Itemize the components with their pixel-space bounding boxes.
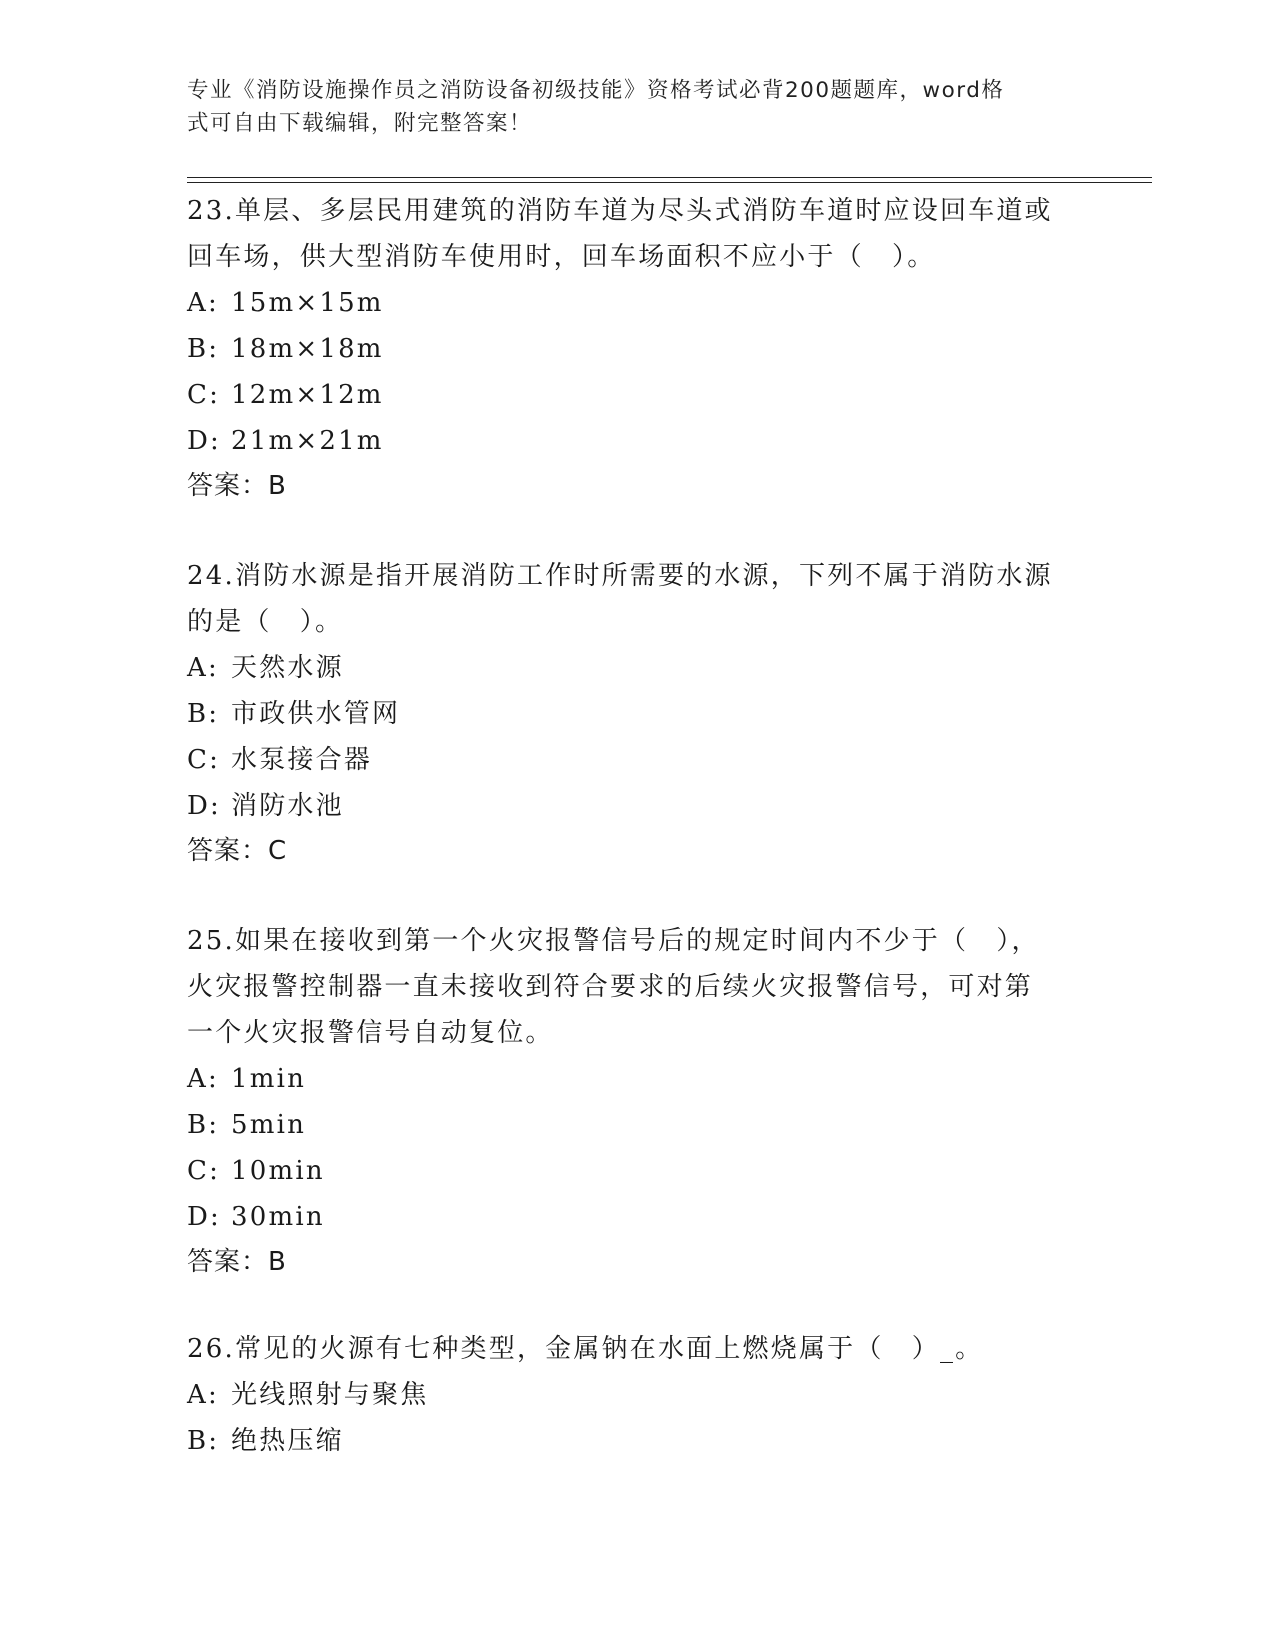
question-stem-line: 25.如果在接收到第一个火灾报警信号后的规定时间内不少于（ ）， [187, 926, 1040, 956]
option-key: A: [187, 1380, 219, 1410]
option-text: 12m×12m [231, 380, 384, 410]
header-divider-top [187, 177, 1152, 178]
option-key: C: [187, 1156, 221, 1186]
document-header [187, 74, 1067, 140]
question-stem-line: 23.单层、多层民用建筑的消防车道为尽头式消防车道时应设回车道或 [187, 196, 1053, 226]
question-stem-line: 回车场，供大型消防车使用时，回车场面积不应小于（ ）。 [187, 242, 936, 272]
option-c [187, 1148, 1087, 1194]
option-key: C: [187, 745, 221, 775]
option-c [187, 372, 1087, 418]
option-a [187, 1056, 1087, 1102]
option-a [187, 645, 1087, 691]
option-text: 天然水源 [231, 653, 344, 683]
option-text: 消防水池 [231, 791, 344, 821]
option-text: 18m×18m [231, 334, 384, 364]
option-a [187, 1372, 1087, 1418]
question-stem-line: 一个火灾报警信号自动复位。 [187, 1018, 554, 1048]
question-26 [187, 1326, 1087, 1464]
option-key: B: [187, 334, 220, 364]
header-line-2: 式可自由下载编辑，附完整答案！ [187, 111, 533, 136]
option-c [187, 737, 1087, 783]
option-text: 30min [231, 1202, 325, 1232]
answer-line: 答案：B [187, 471, 287, 501]
option-text: 5min [231, 1110, 307, 1140]
option-text: 光线照射与聚焦 [231, 1380, 429, 1410]
option-key: D: [187, 791, 222, 821]
option-text: 水泵接合器 [231, 745, 373, 775]
header-line-1: 专业《消防设施操作员之消防设备初级技能》资格考试必背200题题库，word格 [187, 78, 1005, 103]
option-text: 绝热压缩 [231, 1426, 344, 1456]
option-text: 10min [231, 1156, 325, 1186]
option-a [187, 280, 1087, 326]
question-stem-line: 火灾报警控制器一直未接收到符合要求的后续火灾报警信号，可对第 [187, 972, 1034, 1002]
option-b [187, 691, 1087, 737]
option-b [187, 1102, 1087, 1148]
option-text: 15m×15m [231, 288, 384, 318]
option-key: C: [187, 380, 221, 410]
question-23 [187, 188, 1087, 508]
option-key: A: [187, 288, 219, 318]
question-stem-line: 26.常见的火源有七种类型，金属钠在水面上燃烧属于（ ）_。 [187, 1334, 984, 1364]
option-d [187, 783, 1087, 829]
option-key: B: [187, 1110, 220, 1140]
question-stem-line: 24.消防水源是指开展消防工作时所需要的水源，下列不属于消防水源 [187, 561, 1053, 591]
option-key: A: [187, 1064, 219, 1094]
option-key: A: [187, 653, 219, 683]
option-text: 1min [231, 1064, 307, 1094]
question-stem-line: 的是（ ）。 [187, 607, 344, 637]
option-key: B: [187, 1426, 220, 1456]
question-25 [187, 918, 1087, 1284]
answer-line: 答案：B [187, 1247, 287, 1277]
question-24 [187, 553, 1087, 873]
option-key: D: [187, 1202, 222, 1232]
answer-line: 答案：C [187, 836, 288, 866]
option-d [187, 418, 1087, 464]
option-text: 21m×21m [231, 426, 384, 456]
option-text: 市政供水管网 [231, 699, 401, 729]
option-key: D: [187, 426, 222, 456]
option-d [187, 1194, 1087, 1240]
option-b [187, 326, 1087, 372]
option-key: B: [187, 699, 220, 729]
option-b [187, 1418, 1087, 1464]
header-divider-bottom [187, 182, 1152, 183]
